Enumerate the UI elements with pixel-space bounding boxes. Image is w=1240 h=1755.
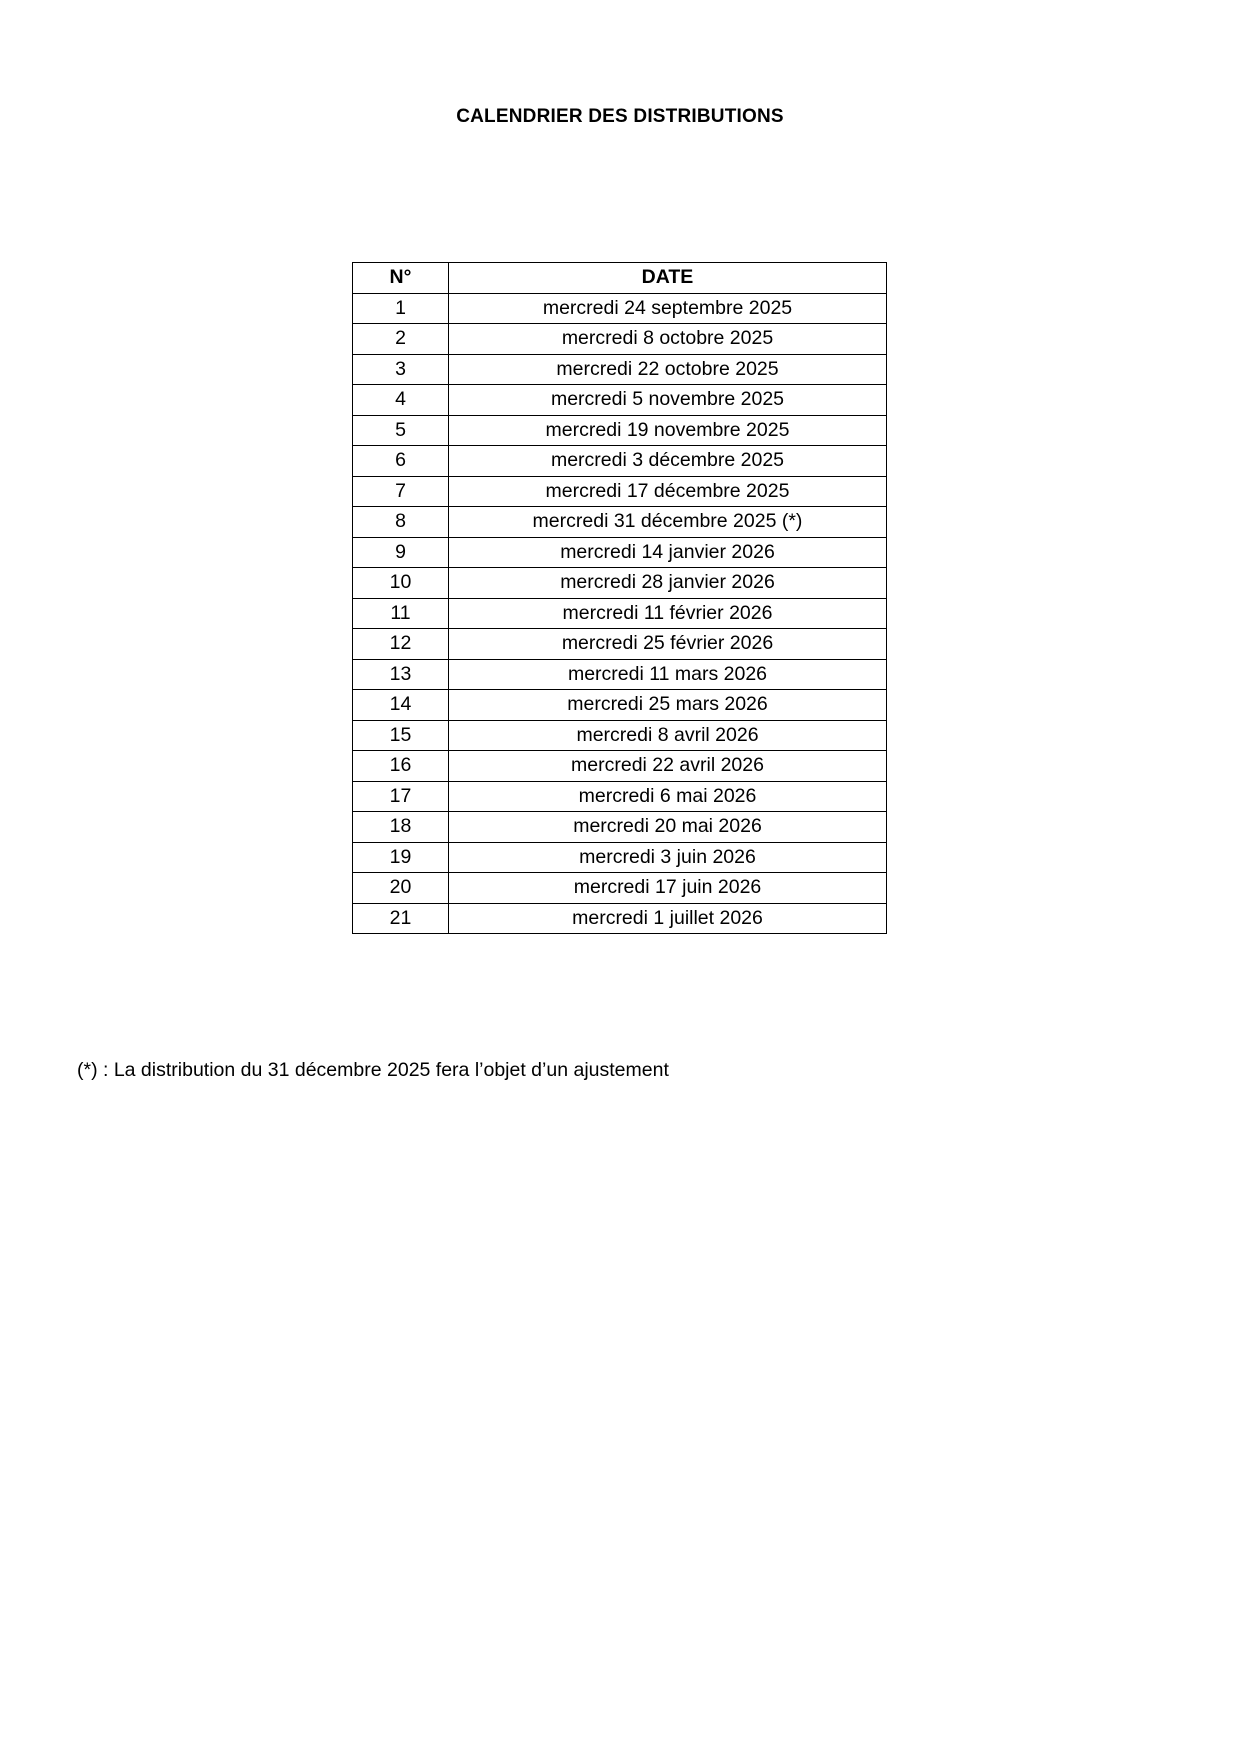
table-row (353, 751, 887, 782)
row-date-cell: mercredi 8 octobre 2025 (449, 324, 887, 355)
row-number-cell: 21 (353, 903, 449, 934)
row-date-cell: mercredi 17 juin 2026 (449, 873, 887, 904)
row-number-cell: 13 (353, 659, 449, 690)
row-number-cell: 18 (353, 812, 449, 843)
row-number-cell: 7 (353, 476, 449, 507)
row-number-cell: 15 (353, 720, 449, 751)
row-number-cell: 20 (353, 873, 449, 904)
row-date-cell: mercredi 25 février 2026 (449, 629, 887, 660)
table-row (353, 415, 887, 446)
row-date-cell: mercredi 11 février 2026 (449, 598, 887, 629)
footnote: (*) : La distribution du 31 décembre 2025 fera l’objet d’un ajustement (77, 1059, 669, 1081)
row-number-cell: 8 (353, 507, 449, 538)
row-number-cell: 17 (353, 781, 449, 812)
table-row (353, 568, 887, 599)
row-number-cell: 9 (353, 537, 449, 568)
table-row (353, 842, 887, 873)
row-date-cell: mercredi 20 mai 2026 (449, 812, 887, 843)
table-row (353, 385, 887, 416)
row-date-cell: mercredi 19 novembre 2025 (449, 415, 887, 446)
row-number-cell: 14 (353, 690, 449, 721)
row-date-cell: mercredi 6 mai 2026 (449, 781, 887, 812)
row-number-cell: 11 (353, 598, 449, 629)
row-number-cell: 16 (353, 751, 449, 782)
table-row (353, 507, 887, 538)
row-number-cell: 1 (353, 293, 449, 324)
table-row (353, 781, 887, 812)
row-date-cell: mercredi 22 octobre 2025 (449, 354, 887, 385)
table-row (353, 324, 887, 355)
row-date-cell: mercredi 17 décembre 2025 (449, 476, 887, 507)
table-row (353, 903, 887, 934)
table-row (353, 720, 887, 751)
table-row (353, 476, 887, 507)
table-row (353, 812, 887, 843)
row-date-cell: mercredi 3 juin 2026 (449, 842, 887, 873)
row-date-cell: mercredi 5 novembre 2025 (449, 385, 887, 416)
row-number-cell: 6 (353, 446, 449, 477)
table-row (353, 446, 887, 477)
table-row (353, 598, 887, 629)
row-number-cell: 19 (353, 842, 449, 873)
row-number-cell: 4 (353, 385, 449, 416)
table-row (353, 537, 887, 568)
table-row (353, 629, 887, 660)
row-date-cell: mercredi 11 mars 2026 (449, 659, 887, 690)
row-number-cell: 12 (353, 629, 449, 660)
table-row (353, 873, 887, 904)
row-date-cell: mercredi 8 avril 2026 (449, 720, 887, 751)
table-row (353, 690, 887, 721)
row-number-cell: 10 (353, 568, 449, 599)
distribution-calendar-table (352, 262, 887, 934)
row-date-cell: mercredi 3 décembre 2025 (449, 446, 887, 477)
row-number-cell: 5 (353, 415, 449, 446)
row-date-cell: mercredi 1 juillet 2026 (449, 903, 887, 934)
column-header-date: DATE (449, 263, 887, 294)
row-number-cell: 2 (353, 324, 449, 355)
page-title: CALENDRIER DES DISTRIBUTIONS (456, 106, 784, 127)
table-header-row (353, 263, 887, 294)
row-date-cell: mercredi 22 avril 2026 (449, 751, 887, 782)
row-date-cell: mercredi 28 janvier 2026 (449, 568, 887, 599)
row-date-cell: mercredi 14 janvier 2026 (449, 537, 887, 568)
table-row (353, 293, 887, 324)
table-row (353, 659, 887, 690)
column-header-number: N° (353, 263, 449, 294)
row-number-cell: 3 (353, 354, 449, 385)
table-row (353, 354, 887, 385)
table-body (353, 293, 887, 934)
row-date-cell: mercredi 25 mars 2026 (449, 690, 887, 721)
row-date-cell: mercredi 24 septembre 2025 (449, 293, 887, 324)
row-date-cell: mercredi 31 décembre 2025 (*) (449, 507, 887, 538)
